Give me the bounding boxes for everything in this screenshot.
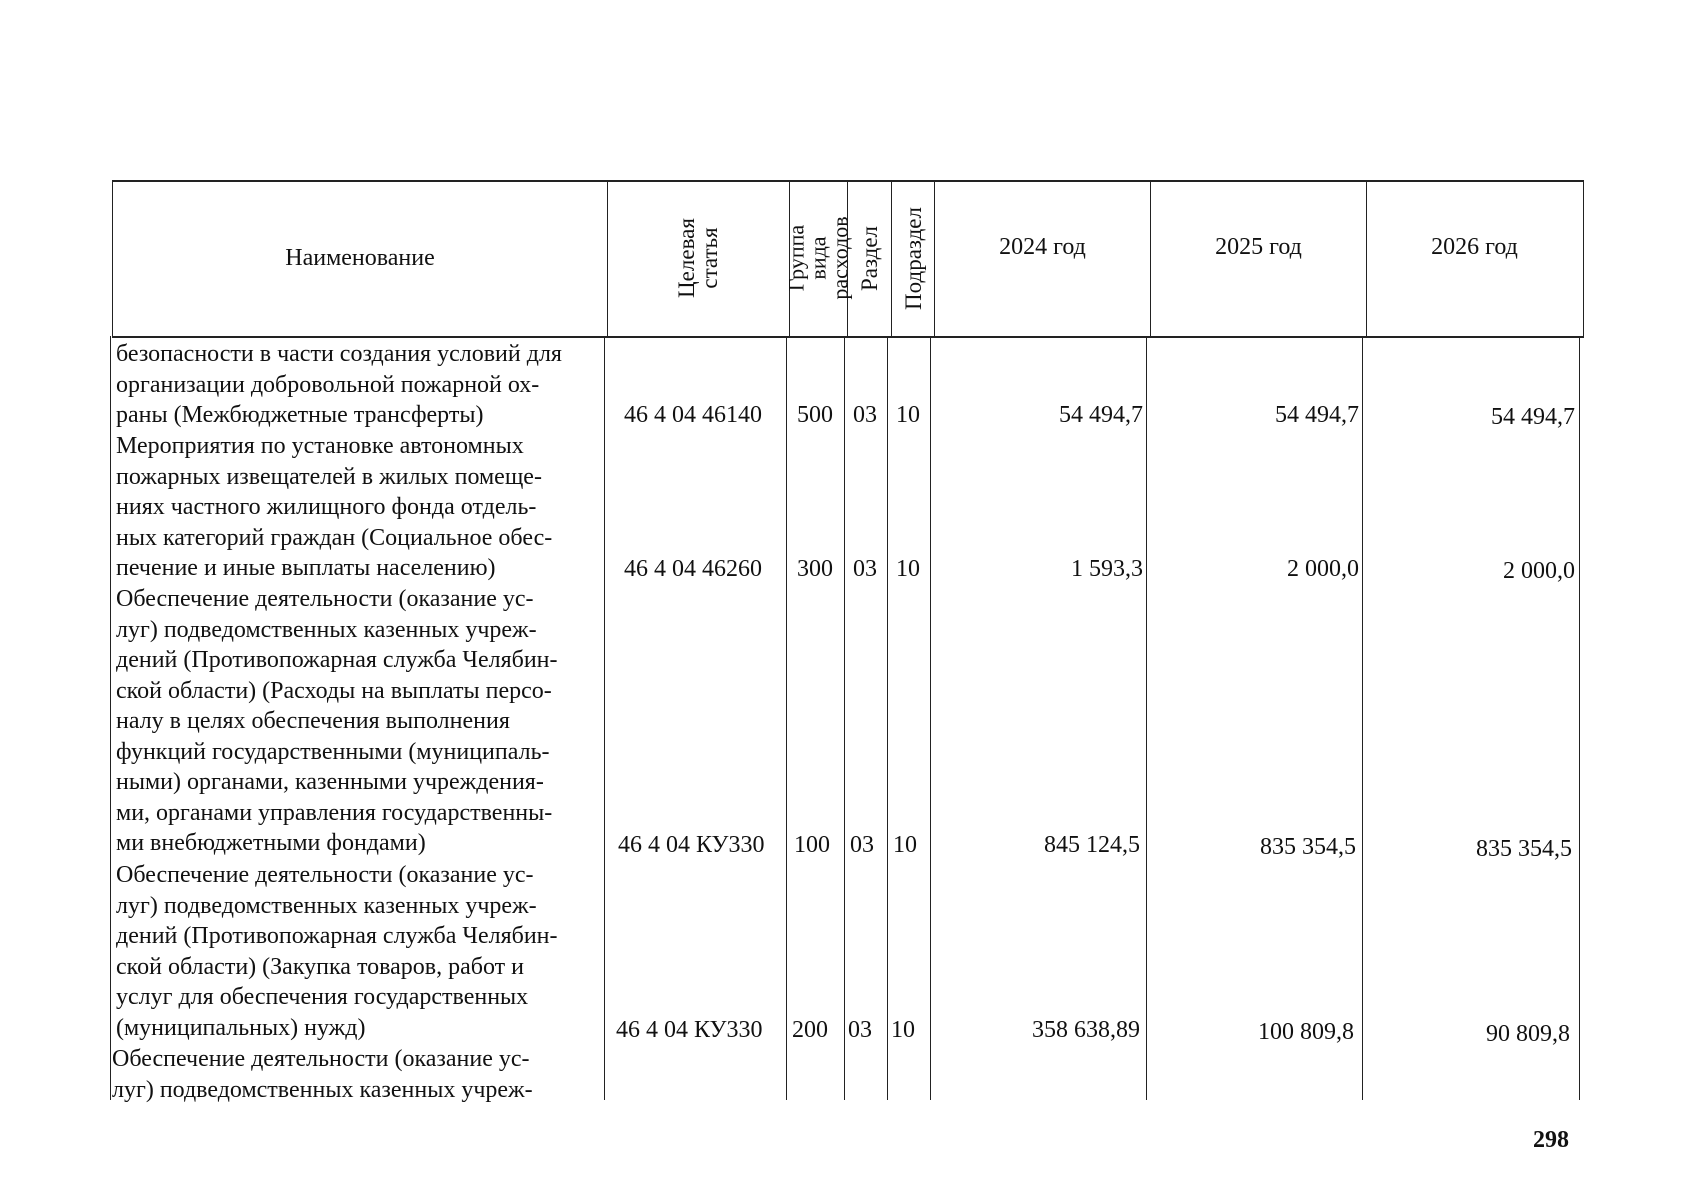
- col-border: [786, 336, 787, 1100]
- value-2024: 845 124,5: [1044, 832, 1140, 858]
- table-header-bottom-border: [112, 336, 1584, 338]
- col-border: [887, 336, 888, 1100]
- col-border: [604, 336, 605, 1100]
- col-border: [1366, 180, 1367, 338]
- value-2024: 358 638,89: [1032, 1017, 1140, 1043]
- value-2025: 2 000,0: [1287, 556, 1359, 582]
- header-subsection: Подраздел: [900, 206, 926, 310]
- table-row-name: безопасности в части создания условий для организации добровольной пожарной ох- раны (Межбюджетные трансферты): [116, 341, 562, 428]
- col-border: [934, 180, 935, 338]
- col-border: [1579, 336, 1580, 1100]
- section-code: 03: [848, 1017, 872, 1043]
- target-code: 46 4 04 КУ330: [616, 1017, 763, 1043]
- col-border: [1146, 336, 1147, 1100]
- value-2026: 835 354,5: [1476, 836, 1572, 862]
- value-2026: 90 809,8: [1486, 1021, 1570, 1047]
- value-2025: 100 809,8: [1258, 1019, 1354, 1045]
- section-code: 03: [853, 402, 877, 428]
- value-2025: 54 494,7: [1275, 402, 1359, 428]
- value-2026: 54 494,7: [1491, 404, 1575, 430]
- header-target: Целевая статья: [674, 218, 722, 298]
- group-code: 500: [797, 402, 833, 428]
- subsection-code: 10: [891, 1017, 915, 1043]
- col-border: [112, 180, 113, 338]
- col-border: [1362, 336, 1363, 1100]
- table-row-name: Мероприятия по установке автономных пожарных извещателей в жилых помеще- ниях частного жилищного фонда отдель- ных категорий граждан (Социальное обес- печение и иные выплаты населению): [116, 433, 553, 581]
- table-row-name: Обеспечение деятельности (оказание ус- луг) подведомственных казенных учреж- дений (Противопожарная служба Челябин- ской области) (Расходы на выплаты персо- налу в целях обеспечения выполнения функций государственными (муниципаль- ными) органами, казенными учреждения- ми, органами управления государственны- ми внебюджетными фондами): [116, 586, 558, 856]
- value-2026: 2 000,0: [1503, 558, 1575, 584]
- value-2024: 54 494,7: [1059, 402, 1143, 428]
- header-name: Наименование: [285, 245, 435, 271]
- subsection-code: 10: [893, 832, 917, 858]
- page-number: 298: [1533, 1127, 1569, 1153]
- header-2026: 2026 год: [1431, 234, 1518, 260]
- section-code: 03: [853, 556, 877, 582]
- group-code: 300: [797, 556, 833, 582]
- section-code: 03: [850, 832, 874, 858]
- header-group: Группа вида расходов: [783, 216, 853, 300]
- col-border: [844, 336, 845, 1100]
- target-code: 46 4 04 46260: [624, 556, 762, 582]
- col-border: [1583, 180, 1584, 338]
- header-2024: 2024 год: [999, 234, 1086, 260]
- group-code: 200: [792, 1017, 828, 1043]
- col-border: [110, 336, 111, 1100]
- col-border: [930, 336, 931, 1100]
- group-code: 100: [794, 832, 830, 858]
- header-section: Раздел: [857, 225, 882, 291]
- col-border: [1150, 180, 1151, 338]
- value-2025: 835 354,5: [1260, 834, 1356, 860]
- subsection-code: 10: [896, 556, 920, 582]
- header-2025: 2025 год: [1215, 234, 1302, 260]
- col-border: [607, 180, 608, 338]
- target-code: 46 4 04 46140: [624, 402, 762, 428]
- table-row-name: Обеспечение деятельности (оказание ус- луг) подведомственных казенных учреж-: [112, 1046, 533, 1103]
- value-2024: 1 593,3: [1071, 556, 1143, 582]
- target-code: 46 4 04 КУ330: [618, 832, 765, 858]
- col-border: [891, 180, 892, 338]
- table-row-name: Обеспечение деятельности (оказание ус- луг) подведомственных казенных учреж- дений (Противопожарная служба Челябин- ской области) (Закупка товаров, работ и услуг для обеспечения государственных (муниципальных) нужд): [116, 862, 558, 1041]
- subsection-code: 10: [896, 402, 920, 428]
